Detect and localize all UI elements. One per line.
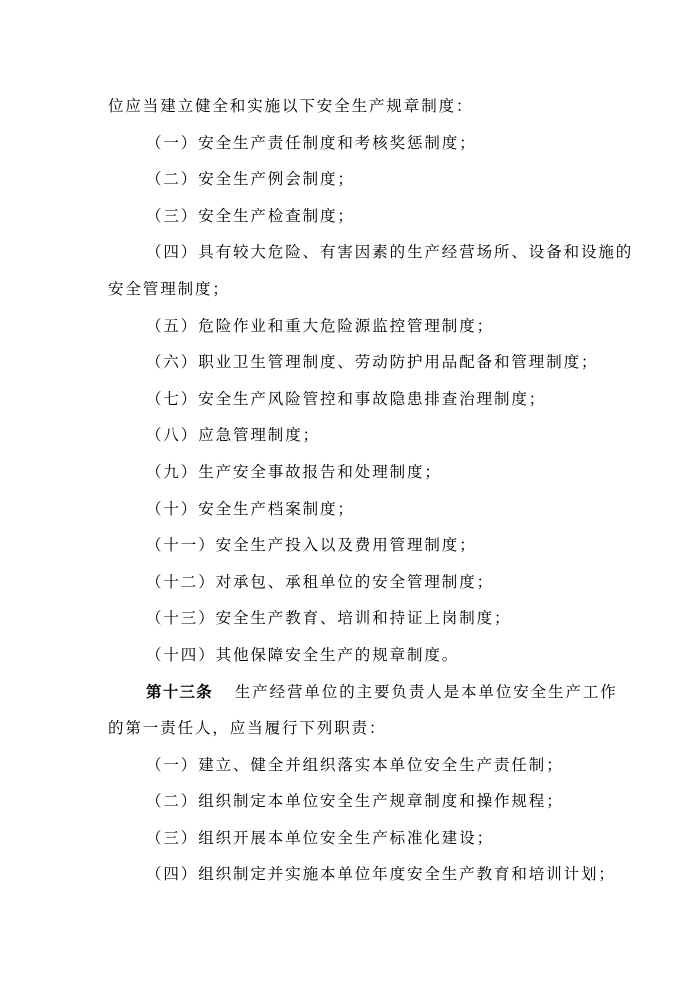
article-number: 第十三条	[146, 681, 213, 701]
list-item-regulation: （十四）其他保障安全生产的规章制度。	[146, 645, 460, 664]
list-item-regulation: （十三）安全生产教育、培训和持证上岗制度；	[146, 609, 512, 628]
list-item-regulation: （四）具有较大危险、有害因素的生产经营场所、设备和设施的	[146, 243, 634, 262]
list-item-duty: （三）组织开展本单位安全生产标准化建设；	[146, 828, 495, 847]
list-item-regulation: （六）职业卫生管理制度、劳动防护用品配备和管理制度；	[146, 353, 599, 372]
list-item-regulation: （九）生产安全事故报告和处理制度；	[146, 462, 442, 481]
article-text: 生产经营单位的主要负责人是本单位安全生产工作	[234, 682, 618, 701]
list-item-regulation: （八）应急管理制度；	[146, 426, 321, 445]
list-item-regulation: （七）安全生产风险管控和事故隐患排查治理制度；	[146, 389, 547, 408]
list-item-regulation: （一）安全生产责任制度和考核奖惩制度；	[146, 133, 477, 152]
list-item-regulation: （三）安全生产检查制度；	[146, 206, 355, 225]
document-body	[108, 88, 634, 893]
list-item-duty: （一）建立、健全并组织落实本单位安全生产责任制；	[146, 755, 564, 774]
list-item-duty: （二）组织制定本单位安全生产规章制度和操作规程；	[146, 792, 564, 811]
article-13-heading-line	[108, 674, 618, 711]
list-item-regulation: （五）危险作业和重大危险源监控管理制度；	[146, 316, 495, 335]
list-item-duty: （四）组织制定并实施本单位年度安全生产教育和培训计划；	[146, 865, 616, 884]
article-text-continuation: 的第一责任人，应当履行下列职责：	[108, 719, 387, 738]
list-item-regulation: （十一）安全生产投入以及费用管理制度；	[146, 536, 477, 555]
list-item-regulation: （二）安全生产例会制度；	[146, 170, 355, 189]
list-item-regulation: （十二）对承包、承租单位的安全管理制度；	[146, 572, 495, 591]
paragraph-continuation: 位应当建立健全和实施以下安全生产规章制度：	[108, 97, 474, 115]
list-item-regulation: （十）安全生产档案制度；	[146, 499, 355, 518]
list-item-regulation-continuation: 安全管理制度；	[108, 279, 230, 298]
